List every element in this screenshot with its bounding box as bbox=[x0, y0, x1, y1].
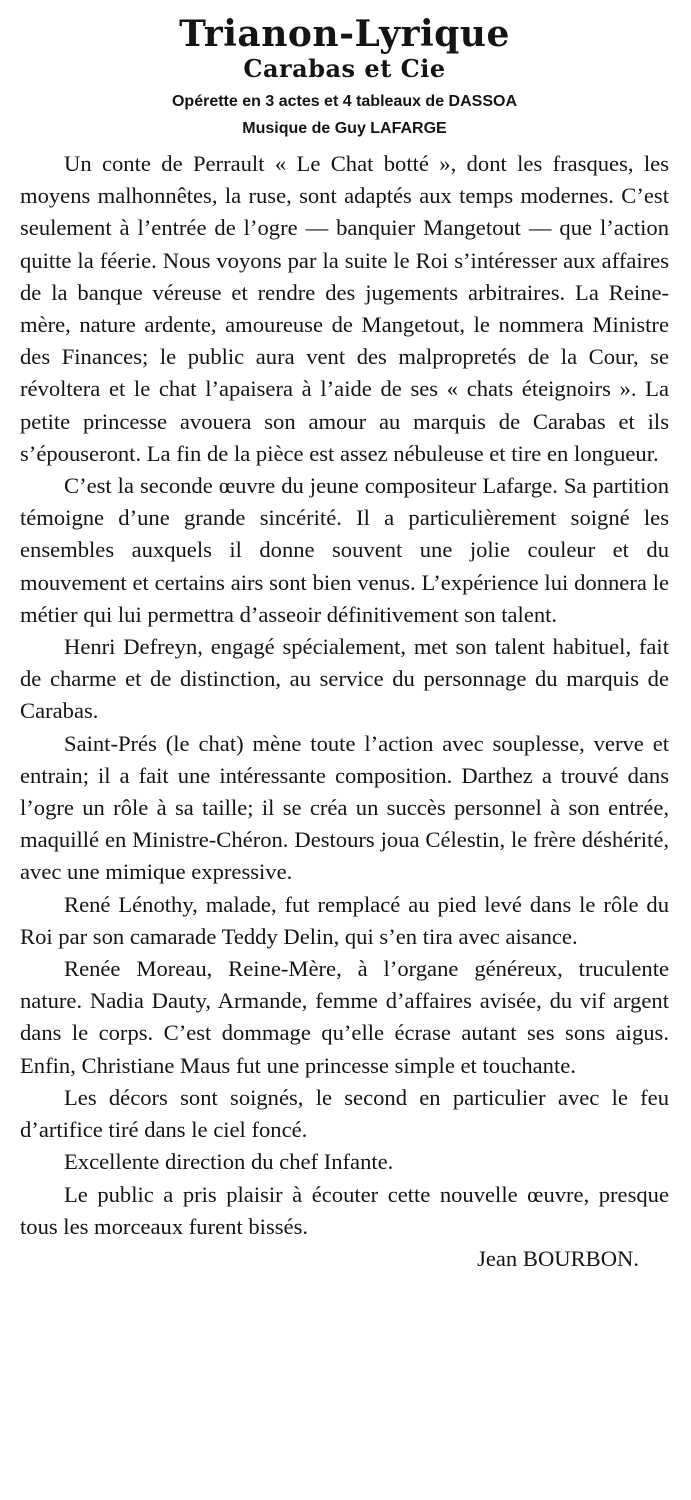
paragraph-composer: C’est la seconde œuvre du jeune compositeur Lafarge. Sa partition témoigne d’une grande sincérité. Il a particulièrement soigné les ensembles auxquels il donne souvent une jolie couleur et du mouvement et certains airs sont bien venus. L’expérience lui donnera le métier qui lui permettra d’asseoir définitivement son talent. bbox=[20, 473, 669, 627]
article-body bbox=[20, 148, 669, 1275]
paragraph-defreyn: Henri Defreyn, engagé spécialement, met son talent habituel, fait de charme et de distinction, au service du personnage du marquis de Carabas. bbox=[20, 634, 669, 724]
paragraph-lenothy: René Lénothy, malade, fut remplacé au pied levé dans le rôle du Roi par son camarade Teddy Delin, qui s’en tira avec aisance. bbox=[20, 891, 669, 949]
paragraph-decor: Les décors sont soignés, le second en particulier avec le feu d’artifice tiré dans le ciel foncé. bbox=[20, 1084, 669, 1143]
paragraph-public: Le public a pris plaisir à écouter cette nouvelle œuvre, presque tous les morceaux furent bissés. bbox=[20, 1181, 669, 1239]
author-signature: Jean BOURBON. bbox=[477, 1245, 639, 1271]
paragraph-cast: Saint-Prés (le chat) mène toute l’action avec souplesse, verve et entrain; il a fait une intéressante composition. Darthez a trouvé dans l’ogre un rôle à sa taille; il se créa un succès personnel à son entrée, maquillé en Ministre-Chéron. Destours joua Célestin, le frère déshérité, avec une mimique expressive. bbox=[20, 730, 669, 885]
credit-line-music: Musique de Guy LAFARGE bbox=[242, 120, 447, 137]
paragraph-direction: Excellente direction du chef Infante. bbox=[64, 1149, 394, 1175]
credit-line-authors: Opérette en 3 actes et 4 tableaux de DASSOA bbox=[171, 93, 517, 110]
paragraph-synopsis: Un conte de Perrault « Le Chat botté », dont les frasques, les moyens malhonnêtes, la ruse, sont adaptés aux temps modernes. C’est seulement à l’entrée de l’ogre — banquier Mangetout — que l’action quitte la féerie. Nous voyons par la suite le Roi s’intéresser aux affaires de la banque véreuse et rendre des jugements arbitraires. La Reine-mère, nature ardente, amoureuse de Mangetout, le nommera Ministre des Finances; le public aura vent des malpropretés de la Cour, se révoltera et le chat l’apaisera à l’aide de ses « chats éteignoirs ». La petite princesse avouera son amour au marquis de Carabas et ils s’épouseront. La fin de la pièce est assez nébuleuse et tire en longueur. bbox=[20, 151, 669, 466]
paragraph-actresses: Renée Moreau, Reine-Mère, à l’organe généreux, truculente nature. Nadia Dauty, Armande, femme d’affaires avisée, du vif argent dans le corps. C’est dommage qu’elle écrase autant ses sons aigus. Enfin, Christiane Maus fut une princesse simple et touchante. bbox=[20, 956, 669, 1078]
article-title: Trianon-Lyrique bbox=[179, 13, 510, 55]
article-subtitle: Carabas et Cie bbox=[243, 54, 446, 83]
